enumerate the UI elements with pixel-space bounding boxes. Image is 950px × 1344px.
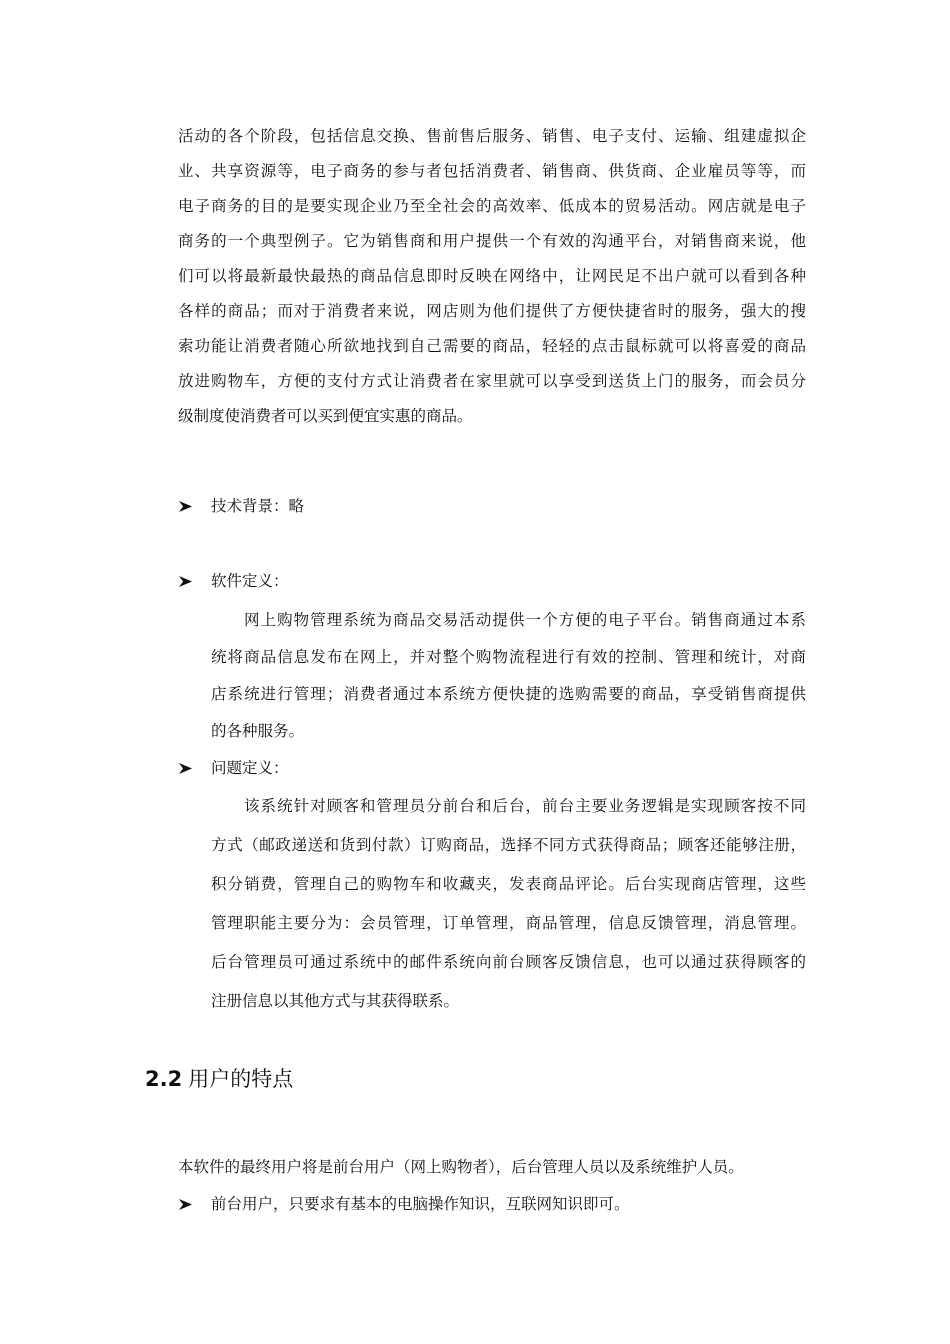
paragraph-line: 管理职能主要分为：会员管理，订单管理，商品管理，信息反馈管理，消息管理。 bbox=[211, 914, 806, 932]
paragraph-line: 方式（邮政递送和货到付款）订购商品，选择不同方式获得商品；顾客还能够注册， bbox=[211, 836, 806, 854]
arrow-bullet-icon bbox=[178, 570, 194, 592]
bullet-label: 软件定义： bbox=[211, 572, 289, 590]
section-title: 用户的特点 bbox=[188, 1067, 294, 1091]
bullet-label: 问题定义： bbox=[211, 759, 289, 777]
arrow-bullet-icon bbox=[178, 757, 194, 779]
paragraph-line: 活动的各个阶段，包括信息交换、售前售后服务、销售、电子支付、运输、组建虚拟企 bbox=[178, 127, 806, 145]
paragraph-line: 店系统进行管理；消费者通过本系统方便快捷的选购需要的商品，享受销售商提供 bbox=[211, 685, 806, 703]
bullet-label: 前台用户，只要求有基本的电脑操作知识，互联网知识即可。 bbox=[211, 1195, 630, 1213]
bullet-label: 技术背景：略 bbox=[211, 497, 305, 515]
paragraph-line: 注册信息以其他方式与其获得联系。 bbox=[211, 992, 460, 1010]
paragraph-line: 后台管理员可通过系统中的邮件系统向前台顾客反馈信息，也可以通过获得顾客的 bbox=[211, 953, 806, 971]
arrow-bullet-icon bbox=[178, 1193, 194, 1215]
paragraph-line: 的各种服务。 bbox=[211, 722, 305, 740]
paragraph-line: 索功能让消费者随心所欲地找到自己需要的商品，轻轻的点击鼠标就可以将喜爱的商品 bbox=[178, 337, 806, 355]
section-number: 2.2 bbox=[145, 1067, 183, 1091]
users-intro-text: 本软件的最终用户将是前台用户（网上购物者），后台管理人员以及系统维护人员。 bbox=[178, 1158, 744, 1176]
section-heading bbox=[145, 1064, 293, 1094]
paragraph-line: 商务的一个典型例子。它为销售商和用户提供一个有效的沟通平台，对销售商来说，他 bbox=[178, 232, 806, 250]
arrow-bullet-icon bbox=[178, 495, 194, 517]
paragraph-line: 们可以将最新最快最热的商品信息即时反映在网络中，让网民足不出户就可以看到各种 bbox=[178, 267, 806, 285]
paragraph-line: 网上购物管理系统为商品交易活动提供一个方便的电子平台。销售商通过本系 bbox=[244, 611, 806, 629]
paragraph-line: 业、共享资源等，电子商务的参与者包括消费者、销售商、供货商、企业雇员等等，而 bbox=[178, 162, 806, 180]
paragraph-line: 统将商品信息发布在网上，并对整个购物流程进行有效的控制、管理和统计，对商 bbox=[211, 648, 806, 666]
paragraph-line: 级制度使消费者可以买到便宜实惠的商品。 bbox=[178, 407, 473, 425]
paragraph-line: 电子商务的目的是要实现企业乃至全社会的高效率、低成本的贸易活动。网店就是电子 bbox=[178, 197, 806, 215]
paragraph-line: 放进购物车，方便的支付方式让消费者在家里就可以享受到送货上门的服务，而会员分 bbox=[178, 372, 806, 390]
paragraph-line: 积分销费，管理自己的购物车和收藏夹，发表商品评论。后台实现商店管理，这些 bbox=[211, 875, 806, 893]
paragraph-line: 各样的商品；而对于消费者来说，网店则为他们提供了方便快捷省时的服务，强大的搜 bbox=[178, 302, 806, 320]
paragraph-line: 该系统针对顾客和管理员分前台和后台，前台主要业务逻辑是实现顾客按不同 bbox=[244, 797, 806, 815]
